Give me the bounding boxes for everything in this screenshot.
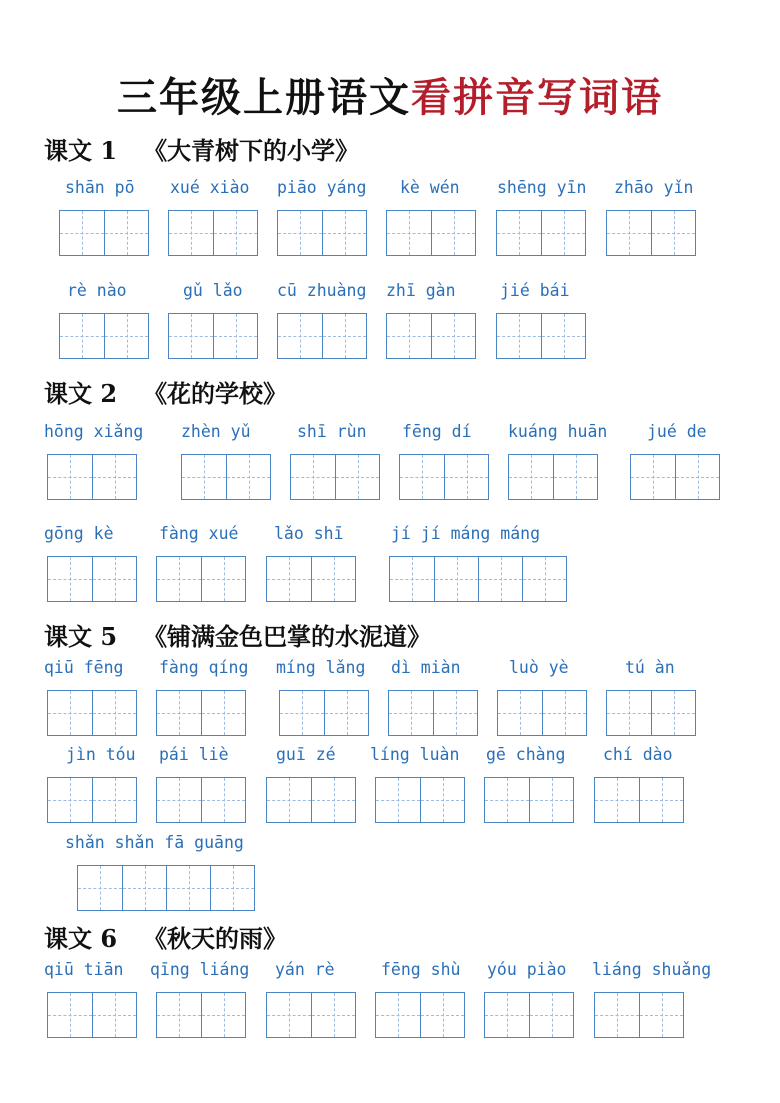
tian-zi-cell[interactable]: [48, 691, 92, 735]
tian-zi-cell[interactable]: [509, 455, 553, 499]
tian-zi-cell[interactable]: [595, 993, 639, 1037]
tian-zi-cell[interactable]: [280, 691, 324, 735]
title-part-black: 三年级上册语文: [117, 74, 411, 121]
lesson-title: 《大青树下的小学》: [143, 136, 360, 165]
pinyin-label: fēng shù: [381, 960, 461, 979]
tian-zi-cell[interactable]: [213, 211, 257, 255]
writing-grid[interactable]: [168, 210, 258, 256]
tian-zi-cell[interactable]: [420, 778, 464, 822]
lesson-title: 《秋天的雨》: [143, 924, 288, 953]
writing-grid[interactable]: [399, 454, 489, 500]
tian-zi-cell[interactable]: [529, 778, 573, 822]
pinyin-label: qīng liáng: [150, 960, 250, 979]
pinyin-label: zhī gàn: [386, 281, 456, 300]
tian-zi-cell[interactable]: [390, 557, 434, 601]
tian-zi-cell[interactable]: [169, 211, 213, 255]
pinyin-label: jí jí máng máng: [391, 524, 541, 543]
tian-zi-cell[interactable]: [210, 866, 254, 910]
pinyin-label: yán rè: [275, 960, 335, 979]
writing-grid[interactable]: [388, 690, 478, 736]
writing-grid[interactable]: [181, 454, 271, 500]
tian-zi-cell[interactable]: [522, 557, 566, 601]
tian-zi-cell[interactable]: [322, 211, 366, 255]
tian-zi-cell[interactable]: [651, 211, 695, 255]
writing-grid[interactable]: [496, 313, 586, 359]
writing-grid[interactable]: [375, 777, 465, 823]
tian-zi-cell[interactable]: [278, 211, 322, 255]
pinyin-label: piāo yáng: [277, 178, 367, 197]
writing-grid[interactable]: [47, 556, 137, 602]
pinyin-label: lǎo shī: [274, 524, 344, 543]
lesson-heading: [44, 136, 359, 166]
tian-zi-cell[interactable]: [60, 314, 104, 358]
lesson-label: 课文 2: [44, 379, 118, 408]
lesson-title: 《铺满金色巴掌的水泥道》: [143, 622, 432, 651]
tian-zi-cell[interactable]: [376, 778, 420, 822]
tian-zi-cell[interactable]: [48, 557, 92, 601]
tian-zi-cell[interactable]: [431, 314, 475, 358]
page-title: [0, 72, 780, 124]
writing-grid[interactable]: [266, 556, 356, 602]
tian-zi-cell[interactable]: [92, 455, 136, 499]
tian-zi-cell[interactable]: [387, 211, 431, 255]
tian-zi-cell[interactable]: [291, 455, 335, 499]
pinyin-label: pái liè: [159, 745, 229, 764]
tian-zi-cell[interactable]: [322, 314, 366, 358]
writing-grid[interactable]: [156, 777, 246, 823]
pinyin-label: shī rùn: [297, 422, 367, 441]
pinyin-label: zhāo yǐn: [614, 178, 694, 197]
pinyin-label: fàng qíng: [159, 658, 249, 677]
pinyin-label: liáng shuǎng: [592, 960, 712, 979]
writing-grid[interactable]: [47, 690, 137, 736]
tian-zi-cell[interactable]: [311, 557, 355, 601]
tian-zi-cell[interactable]: [92, 778, 136, 822]
tian-zi-cell[interactable]: [400, 455, 444, 499]
tian-zi-cell[interactable]: [387, 314, 431, 358]
pinyin-label: shēng yīn: [497, 178, 587, 197]
pinyin-label: hōng xiǎng: [44, 422, 144, 441]
tian-zi-cell[interactable]: [104, 211, 148, 255]
writing-grid[interactable]: [484, 992, 574, 1038]
writing-grid[interactable]: [630, 454, 720, 500]
pinyin-label: zhèn yǔ: [181, 422, 251, 441]
tian-zi-cell[interactable]: [157, 691, 201, 735]
writing-grid[interactable]: [59, 313, 149, 359]
tian-zi-cell[interactable]: [498, 691, 542, 735]
lesson-label: 课文 6: [44, 924, 118, 953]
pinyin-label: fàng xué: [159, 524, 239, 543]
writing-grid[interactable]: [606, 690, 696, 736]
writing-grid[interactable]: [156, 556, 246, 602]
pinyin-label: kuáng huān: [508, 422, 608, 441]
tian-zi-cell[interactable]: [478, 557, 522, 601]
writing-grid[interactable]: [594, 777, 684, 823]
tian-zi-cell[interactable]: [267, 557, 311, 601]
tian-zi-cell[interactable]: [157, 778, 201, 822]
pinyin-label: kè wén: [400, 178, 460, 197]
writing-grid[interactable]: [47, 454, 137, 500]
pinyin-label: jué de: [647, 422, 707, 441]
pinyin-label: xué xiào: [170, 178, 250, 197]
tian-zi-cell[interactable]: [553, 455, 597, 499]
tian-zi-cell[interactable]: [389, 691, 433, 735]
tian-zi-cell[interactable]: [92, 993, 136, 1037]
tian-zi-cell[interactable]: [48, 778, 92, 822]
pinyin-label: gōng kè: [44, 524, 114, 543]
tian-zi-cell[interactable]: [201, 778, 245, 822]
pinyin-label: cū zhuàng: [277, 281, 367, 300]
tian-zi-cell[interactable]: [607, 211, 651, 255]
pinyin-label: chí dào: [603, 745, 673, 764]
pinyin-label: luò yè: [509, 658, 569, 677]
tian-zi-cell[interactable]: [92, 691, 136, 735]
writing-grid[interactable]: [375, 992, 465, 1038]
writing-grid[interactable]: [484, 777, 574, 823]
tian-zi-cell[interactable]: [541, 314, 585, 358]
tian-zi-cell[interactable]: [444, 455, 488, 499]
tian-zi-cell[interactable]: [607, 691, 651, 735]
tian-zi-cell[interactable]: [78, 866, 122, 910]
tian-zi-cell[interactable]: [182, 455, 226, 499]
tian-zi-cell[interactable]: [157, 557, 201, 601]
writing-grid[interactable]: [290, 454, 380, 500]
tian-zi-cell[interactable]: [433, 691, 477, 735]
writing-grid[interactable]: [386, 210, 476, 256]
tian-zi-cell[interactable]: [278, 314, 322, 358]
pinyin-label: rè nào: [67, 281, 127, 300]
tian-zi-cell[interactable]: [497, 314, 541, 358]
tian-zi-cell[interactable]: [324, 691, 368, 735]
pinyin-label: jié bái: [500, 281, 570, 300]
tian-zi-cell[interactable]: [201, 557, 245, 601]
pinyin-label: qiū tiān: [44, 960, 124, 979]
writing-grid[interactable]: [606, 210, 696, 256]
tian-zi-cell[interactable]: [311, 993, 355, 1037]
pinyin-label: shǎn shǎn fā guāng: [65, 833, 244, 852]
tian-zi-cell[interactable]: [542, 691, 586, 735]
writing-grid[interactable]: [386, 313, 476, 359]
tian-zi-cell[interactable]: [675, 455, 719, 499]
writing-grid[interactable]: [156, 992, 246, 1038]
writing-grid[interactable]: [47, 992, 137, 1038]
tian-zi-cell[interactable]: [485, 778, 529, 822]
writing-grid[interactable]: [508, 454, 598, 500]
tian-zi-cell[interactable]: [157, 993, 201, 1037]
tian-zi-cell[interactable]: [267, 778, 311, 822]
pinyin-label: jìn tóu: [66, 745, 136, 764]
tian-zi-cell[interactable]: [122, 866, 166, 910]
pinyin-label: guī zé: [276, 745, 336, 764]
tian-zi-cell[interactable]: [213, 314, 257, 358]
tian-zi-cell[interactable]: [485, 993, 529, 1037]
tian-zi-cell[interactable]: [631, 455, 675, 499]
tian-zi-cell[interactable]: [48, 455, 92, 499]
lesson-label: 课文 1: [44, 136, 118, 165]
writing-grid[interactable]: [266, 992, 356, 1038]
tian-zi-cell[interactable]: [92, 557, 136, 601]
writing-grid[interactable]: [59, 210, 149, 256]
tian-zi-cell[interactable]: [434, 557, 478, 601]
tian-zi-cell[interactable]: [639, 993, 683, 1037]
tian-zi-cell[interactable]: [311, 778, 355, 822]
writing-grid[interactable]: [496, 210, 586, 256]
lesson-title: 《花的学校》: [143, 379, 288, 408]
tian-zi-cell[interactable]: [431, 211, 475, 255]
tian-zi-cell[interactable]: [376, 993, 420, 1037]
tian-zi-cell[interactable]: [529, 993, 573, 1037]
pinyin-label: gǔ lǎo: [183, 281, 243, 300]
pinyin-label: dì miàn: [391, 658, 461, 677]
title-part-red: 看拼音写词语: [411, 74, 663, 121]
writing-grid[interactable]: [594, 992, 684, 1038]
tian-zi-cell[interactable]: [267, 993, 311, 1037]
pinyin-label: gē chàng: [486, 745, 566, 764]
writing-grid[interactable]: [266, 777, 356, 823]
tian-zi-cell[interactable]: [104, 314, 148, 358]
tian-zi-cell[interactable]: [595, 778, 639, 822]
pinyin-label: shān pō: [65, 178, 135, 197]
writing-grid[interactable]: [156, 690, 246, 736]
tian-zi-cell[interactable]: [60, 211, 104, 255]
tian-zi-cell[interactable]: [201, 691, 245, 735]
pinyin-label: tú àn: [625, 658, 675, 677]
tian-zi-cell[interactable]: [541, 211, 585, 255]
writing-grid[interactable]: [389, 556, 567, 602]
tian-zi-cell[interactable]: [166, 866, 210, 910]
writing-grid[interactable]: [277, 313, 367, 359]
pinyin-label: qiū fēng: [44, 658, 124, 677]
writing-grid[interactable]: [277, 210, 367, 256]
tian-zi-cell[interactable]: [497, 211, 541, 255]
writing-grid[interactable]: [279, 690, 369, 736]
tian-zi-cell[interactable]: [169, 314, 213, 358]
pinyin-label: yóu piào: [487, 960, 567, 979]
tian-zi-cell[interactable]: [420, 993, 464, 1037]
writing-grid[interactable]: [77, 865, 255, 911]
lesson-heading: [44, 622, 431, 652]
lesson-heading: [44, 379, 287, 409]
tian-zi-cell[interactable]: [226, 455, 270, 499]
pinyin-label: líng luàn: [370, 745, 460, 764]
lesson-heading: [44, 924, 287, 954]
tian-zi-cell[interactable]: [335, 455, 379, 499]
pinyin-label: fēng dí: [402, 422, 472, 441]
tian-zi-cell[interactable]: [651, 691, 695, 735]
writing-grid[interactable]: [497, 690, 587, 736]
lesson-label: 课文 5: [44, 622, 118, 651]
writing-grid[interactable]: [47, 777, 137, 823]
tian-zi-cell[interactable]: [639, 778, 683, 822]
tian-zi-cell[interactable]: [48, 993, 92, 1037]
tian-zi-cell[interactable]: [201, 993, 245, 1037]
writing-grid[interactable]: [168, 313, 258, 359]
pinyin-label: míng lǎng: [276, 658, 366, 677]
